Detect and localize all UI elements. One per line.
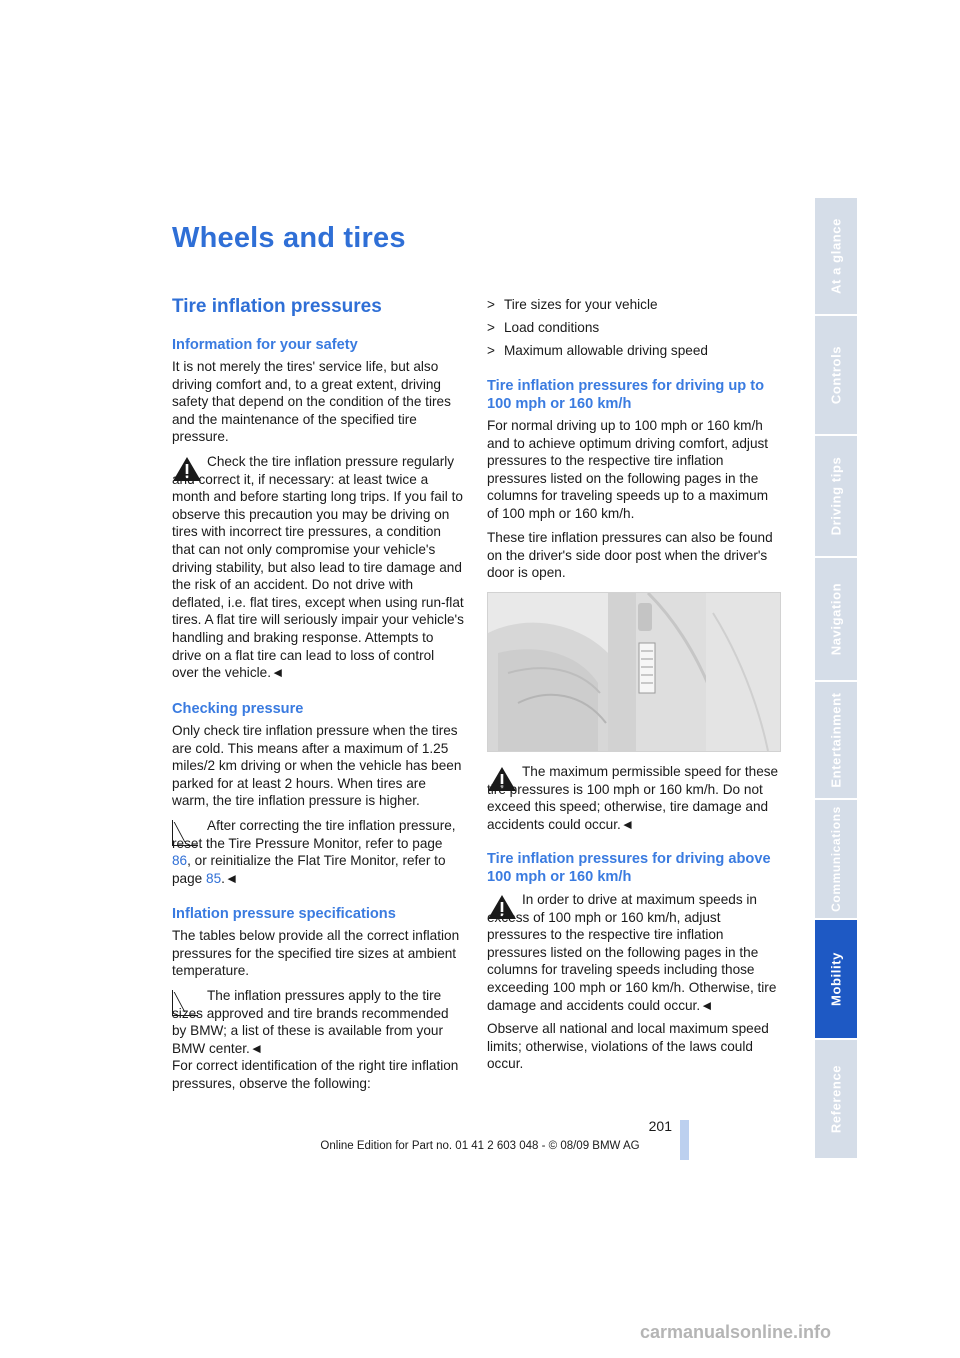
safety-paragraph: It is not merely the tires' service life, but also driving comfort and, to a great extent, driving safety that depend on the condition of the tires and the maintenance of the specified tire pressure. [172, 359, 451, 445]
tab-label: Driving tips [828, 456, 844, 536]
warning-paragraph: Check the tire inflation pressure regularly and correct it, if necessary: at least twice a month and before starting long trips. If you fail to observe this precaution you may be driving on tires with incorrect tire pressures, a condition that can not only compromise your vehicle's driving stability, but also lead to tire damage and the risk of an accident. Do not drive with deflated, i.e. flat tires, except when using run-flat tires. A flat tire will seriously impair your vehicle's handling and braking response. Attempts to drive on a flat tire can lead to loss of control over the vehicle.◄ [172, 454, 464, 681]
page-number: 201 [648, 1118, 672, 1134]
watermark: carmanualsonline.info [640, 1322, 832, 1342]
above-heading: Tire inflation pressures for driving above 100 mph or 160 km/h [487, 851, 771, 885]
speed-limits-paragraph: Observe all national and local maximum speed limits; otherwise, violations of the laws could occur. [487, 1021, 769, 1072]
tab-label: Controls [828, 345, 844, 405]
tab-label: Entertainment [828, 692, 844, 788]
identification-paragraph: For correct identification of the right tire inflation pressures, observe the following: [172, 1058, 459, 1091]
bullet-marker: > [487, 320, 495, 335]
tab-label: Communications [829, 806, 843, 912]
list-item [487, 342, 708, 360]
note-reset-paragraph [172, 817, 464, 887]
checking-paragraph: Only check tire inflation pressure when the tires are cold. This means after a maximum of 1.25 miles/2 km driving or when the vehicle has been parked for at least 2 hours. When tires are warm, the tire inflation pressure is higher. [172, 723, 462, 809]
upto-heading: Tire inflation pressures for driving up to 100 mph or 160 km/h [487, 378, 765, 412]
section-title: Tire inflation pressures [172, 296, 382, 317]
tab-navigation[interactable] [815, 558, 857, 682]
note-text-b: , or reinitialize the Flat Tire Monitor, refer to page [172, 853, 446, 886]
list-item [487, 296, 658, 314]
list-item-text: Tire sizes for your vehicle [503, 297, 658, 312]
tab-mobility[interactable] [815, 920, 857, 1040]
upto-paragraph: For normal driving up to 100 mph or 160 km/h and to achieve optimum driving comfort, adjust pressures to the respective tire inflation pressures listed on the following pages in the columns for traveling speeds up to a maximum of 100 mph or 160 km/h. [487, 418, 769, 521]
bullet-marker: > [487, 297, 495, 312]
tab-controls[interactable] [815, 316, 857, 436]
tab-label: At a glance [828, 218, 844, 294]
chapter-tabs [815, 198, 857, 1160]
tab-entertainment[interactable] [815, 682, 857, 800]
note-text-c: .◄ [221, 870, 239, 886]
tab-at-a-glance[interactable] [815, 198, 857, 316]
door-post-paragraph: These tire inflation pressures can also be found on the driver's side door post when the driver's door is open. [487, 530, 773, 581]
spec-paragraph: The tables below provide all the correct inflation pressures for the specified tire sizes at ambient temperature. [172, 928, 460, 979]
page-link-86[interactable]: 86 [172, 853, 188, 869]
checking-heading: Checking pressure [172, 701, 304, 717]
safety-heading: Information for your safety [172, 337, 358, 353]
list-item-text: Load conditions [503, 320, 600, 335]
note-approved-paragraph: The inflation pressures apply to the tire sizes approved and tire brands recommended by BMW; a list of these is available from your BMW center.◄ [172, 988, 449, 1056]
note-text-a: After correcting the tire inflation pressure, reset the Tire Pressure Monitor, refer to page [172, 818, 456, 851]
tab-driving-tips[interactable] [815, 436, 857, 558]
door-post-illustration [488, 593, 780, 751]
tab-label: Navigation [828, 582, 844, 656]
page-title: Wheels and tires [172, 222, 406, 254]
list-item-text: Maximum allowable driving speed [503, 343, 708, 358]
bullet-marker: > [487, 343, 495, 358]
door-post-photo [487, 592, 781, 752]
list-item [487, 319, 599, 337]
footer-edition: Online Edition for Part no. 01 41 2 603 048 - © 08/09 BMW AG [320, 1140, 640, 1152]
tab-communications[interactable] [815, 800, 857, 920]
tab-label: Reference [828, 1064, 844, 1134]
spec-heading: Inflation pressure specifications [172, 906, 396, 922]
max-speed-warning: The maximum permissible speed for these tire pressures is 100 mph or 160 km/h. Do not exceed this speed; otherwise, tire damage and accidents could occur.◄ [487, 764, 779, 832]
above-speed-warning: In order to drive at maximum speeds in excess of 100 mph or 160 km/h, adjust pressures to the respective tire inflation pressures listed on the following pages in the columns for traveling speeds including those exceeding 100 mph or 160 km/h. Otherwise, tire damage and accidents could occur.◄ [487, 892, 777, 1013]
tab-label: Mobility [828, 952, 844, 1006]
page-link-85[interactable]: 85 [206, 870, 222, 886]
